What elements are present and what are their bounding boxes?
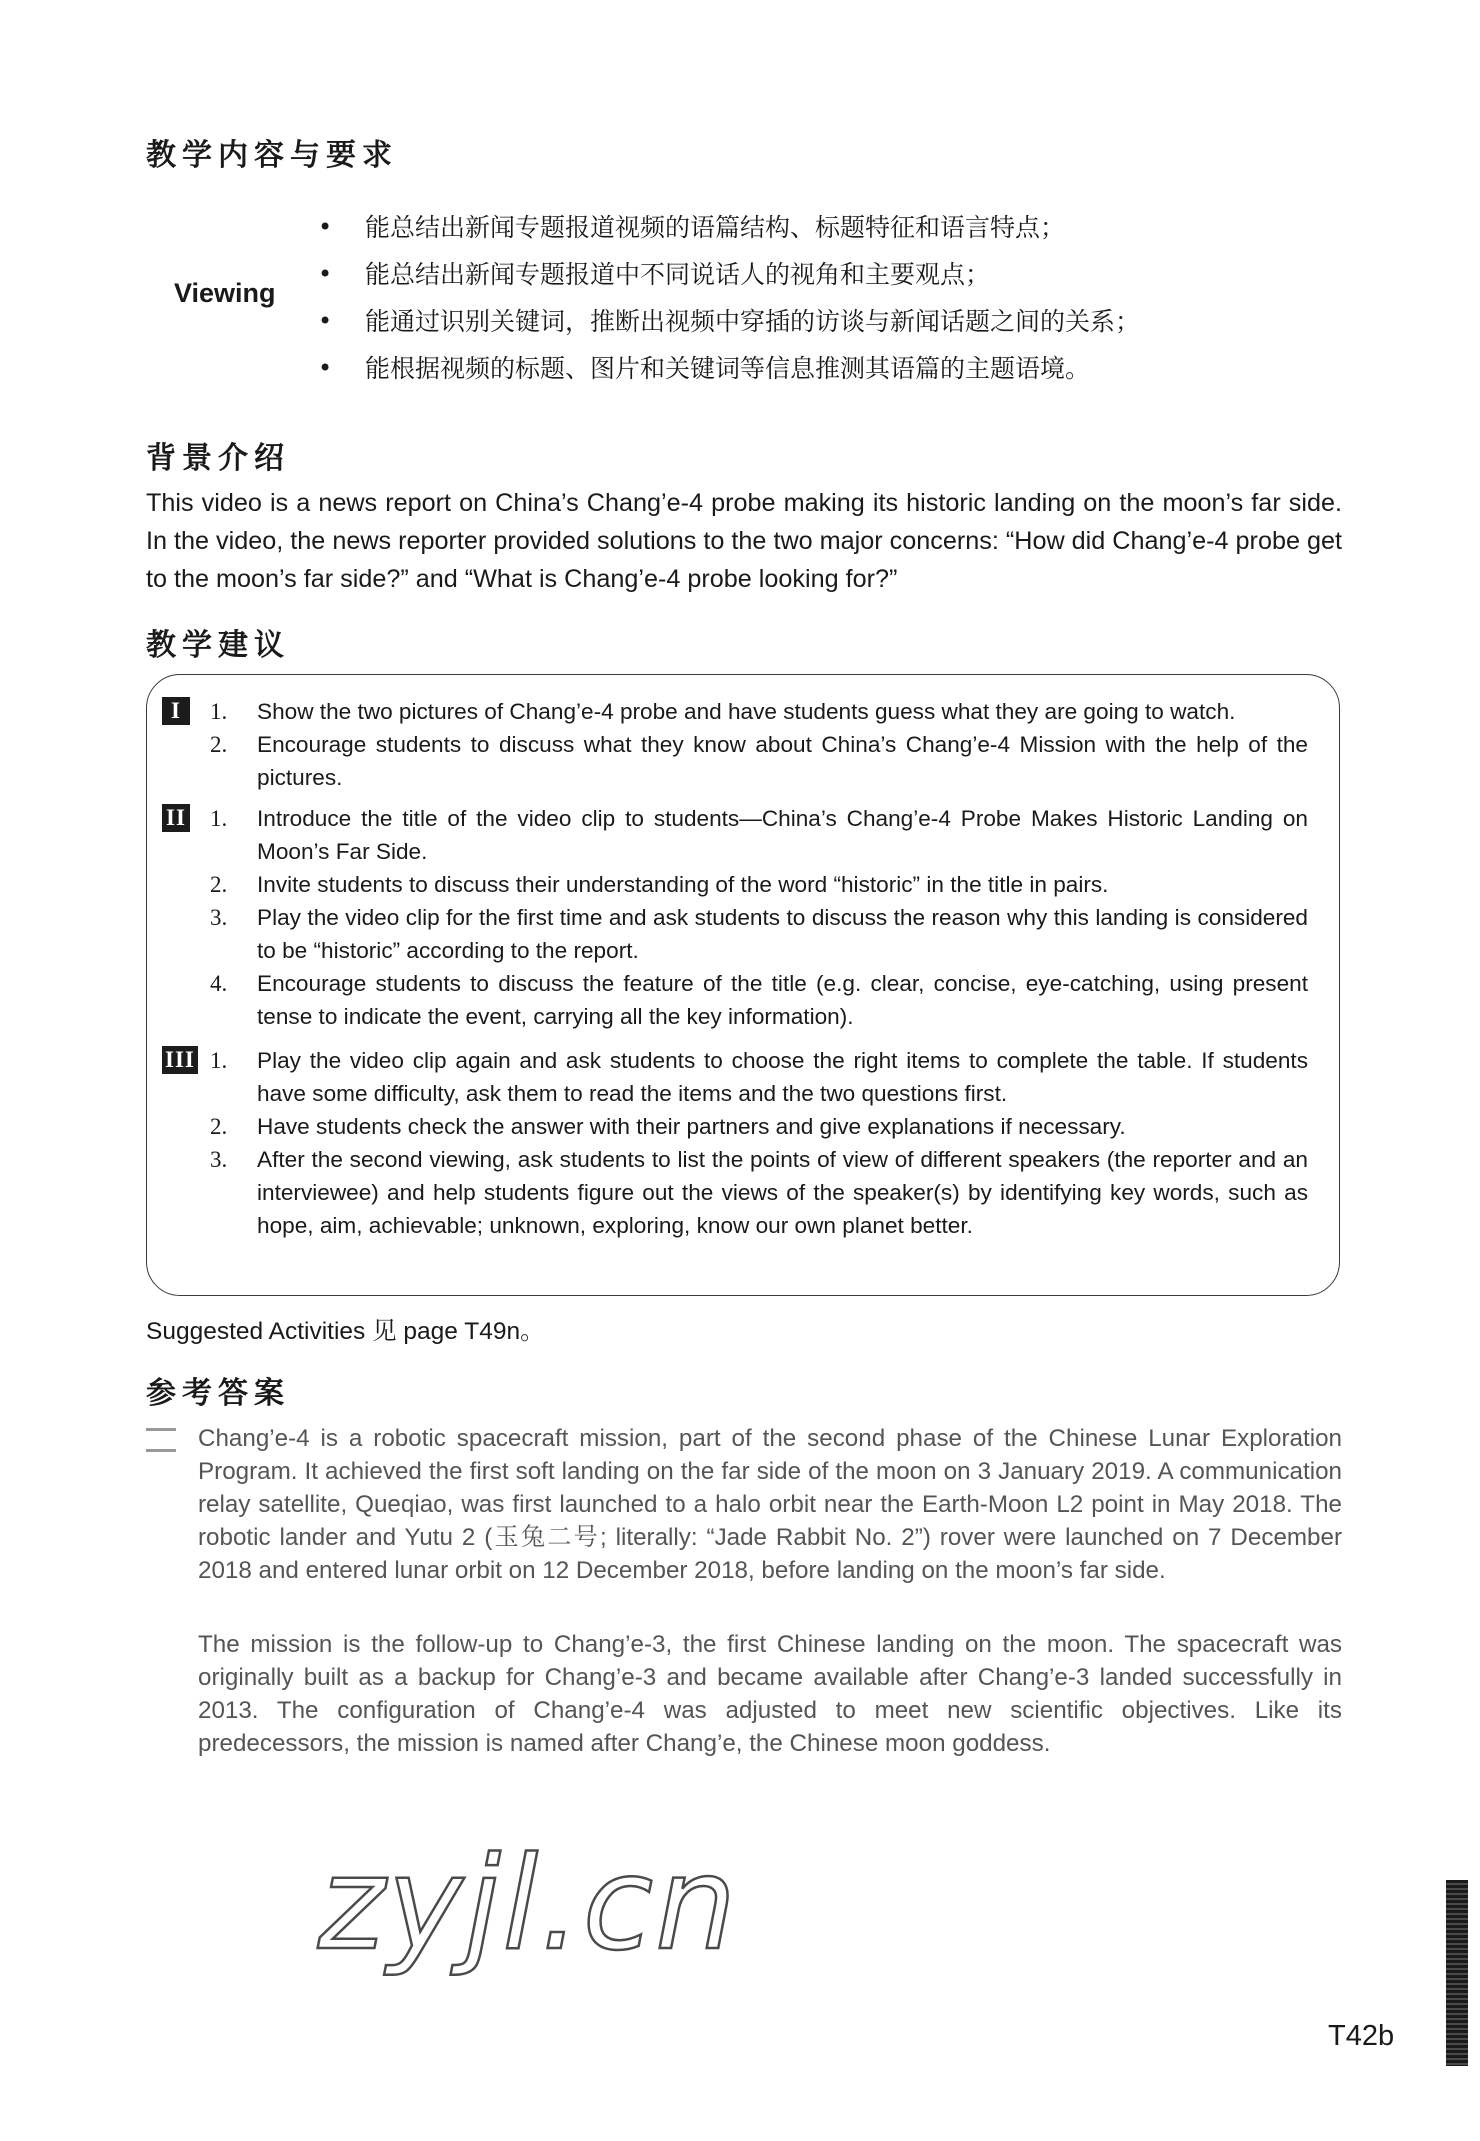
- background-paragraph: This video is a news report on China’s Chang’e-4 probe making its historic landing on the moon’s far side. In the video, the news reporter provided solutions to the two major concerns: “How did Chang’e-4 probe get to the moon’s far side?” and “What is Chang’e-4 probe looking for?”: [146, 489, 1342, 593]
- stage-item: [162, 868, 1312, 901]
- stage-item: [162, 1110, 1312, 1143]
- item-number: 3.: [210, 1147, 228, 1172]
- item-number: 1.: [210, 699, 228, 724]
- site-watermark: zyjl.cn: [318, 1830, 739, 1979]
- stage-item: [162, 901, 1312, 967]
- teaching-suggestions-heading: 教学建议: [146, 628, 290, 663]
- item-text: Play the video clip for the first time and ask students to discuss the reason why this landing is considered to be “historic” according to the report.: [257, 905, 1308, 963]
- viewing-label: Viewing: [174, 278, 276, 308]
- item-text: Play the video clip again and ask students to choose the right items to complete the table. If students have some difficulty, ask them to read the items and the two questions first.: [257, 1048, 1308, 1106]
- stage-item: [162, 695, 1312, 728]
- item-number: 4.: [210, 971, 228, 996]
- answer-paragraph: The mission is the follow-up to Chang’e-3, the first Chinese landing on the moon. The spacecraft was originally built as a backup for Chang’e-3 and became available after Chang’e-3 landed successfully in 2013. The configuration of Chang’e-4 was adjusted to meet new scientific objectives. Like its predecessors, the mission is named after Chang’e, the Chinese moon goddess.: [198, 1631, 1342, 1757]
- answer-paragraph: Chang’e-4 is a robotic spacecraft mission, part of the second phase of the Chinese Lunar Exploration Program. It achieved the first soft landing on the far side of the moon on 3 January 2019. A communication relay satellite, Queqiao, was first launched to a halo orbit near the Earth-Moon L2 point in May 2018. The robotic lander and Yutu 2 (玉兔二号; literally: “Jade Rabbit No. 2”) rover were launched on 7 December 2018 and entered lunar orbit on 12 December 2018, before landing on the moon’s far side.: [198, 1425, 1342, 1584]
- item-text: Encourage students to discuss what they know about China’s Chang’e-4 Mission with the help of the pictures.: [257, 732, 1308, 790]
- content-requirements-heading: 教学内容与要求: [146, 138, 398, 173]
- requirement-item: • 能总结出新闻专题报道视频的语篇结构、标题特征和语言特点；: [318, 204, 1140, 251]
- stage-1: [162, 695, 1312, 794]
- requirement-item: • 能总结出新闻专题报道中不同说话人的视角和主要观点；: [318, 251, 1140, 298]
- background-heading: 背景介绍: [146, 441, 290, 476]
- item-text: Encourage students to discuss the feature of the title (e.g. clear, concise, eye-catching, using present tense to indicate the event, carrying all the key information).: [257, 971, 1308, 1029]
- stage-2-badge: II: [162, 804, 190, 832]
- requirement-item: • 能根据视频的标题、图片和关键词等信息推测其语篇的主题语境。: [318, 345, 1140, 392]
- requirement-item: • 能通过识别关键词，推断出视频中穿插的访谈与新闻话题之间的关系；: [318, 298, 1140, 345]
- item-number: 2.: [210, 732, 228, 757]
- viewing-requirements-list: [318, 204, 1140, 392]
- stage-item: [162, 728, 1312, 794]
- note-icon: [146, 1428, 176, 1452]
- item-number: 1.: [210, 806, 228, 831]
- stage-item: [162, 1044, 1312, 1110]
- page-number: T42b: [1328, 2020, 1395, 2052]
- stage-1-badge: I: [162, 697, 190, 725]
- stage-item: [162, 1143, 1312, 1242]
- item-text: Show the two pictures of Chang’e-4 probe and have students guess what they are going to watch.: [257, 699, 1236, 724]
- stage-item: [162, 802, 1312, 868]
- item-text: Introduce the title of the video clip to students—China’s Chang’e-4 Probe Makes Historic Landing on Moon’s Far Side.: [257, 806, 1308, 864]
- stage-3: [162, 1044, 1312, 1242]
- item-number: 1.: [210, 1048, 228, 1073]
- item-number: 2.: [210, 1114, 228, 1139]
- stage-2: [162, 802, 1312, 1033]
- item-text: Have students check the answer with their partners and give explanations if necessary.: [257, 1114, 1126, 1139]
- item-number: 2.: [210, 872, 228, 897]
- item-number: 3.: [210, 905, 228, 930]
- page-edge-tab: [1446, 1880, 1468, 2066]
- stage-3-badge: III: [162, 1046, 198, 1074]
- item-text: After the second viewing, ask students to list the points of view of different speakers (the reporter and an interviewee) and help students figure out the views of the speaker(s) by identifying key words, such as hope, aim, achievable; unknown, exploring, know our own planet better.: [257, 1147, 1308, 1238]
- stage-item: [162, 967, 1312, 1033]
- reference-answer-heading: 参考答案: [146, 1376, 290, 1411]
- item-text: Invite students to discuss their understanding of the word “historic” in the title in pairs.: [257, 872, 1109, 897]
- suggested-activities-note: Suggested Activities 见 page T49n。: [146, 1318, 545, 1345]
